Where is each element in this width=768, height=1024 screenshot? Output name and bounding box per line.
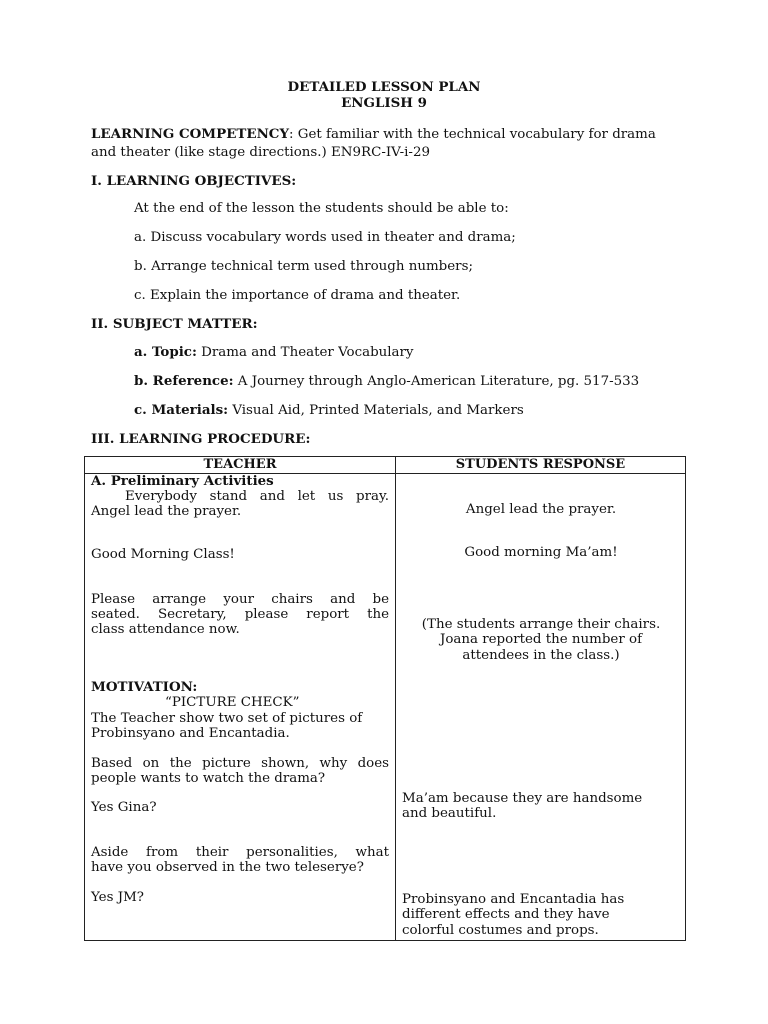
students-arrange-line-1: (The students arrange their chairs. xyxy=(421,617,661,632)
competency-text-2: and theater (like stage directions.) EN9RC-IV-i-29 xyxy=(91,145,430,160)
competency-text-1: : Get familiar with the technical vocabulary for drama xyxy=(289,127,656,142)
document-subject: ENGLISH 9 xyxy=(341,95,427,111)
reference-line xyxy=(134,373,639,390)
students-jm-line-3: colorful costumes and props. xyxy=(402,923,599,938)
teacher-cell xyxy=(85,474,396,941)
objective-item: a. Discuss vocabulary words used in theater and drama; xyxy=(134,230,516,245)
table-body-row xyxy=(85,474,686,941)
competency-line-1 xyxy=(91,126,656,143)
teacher-show-line-2: Probinsyano and Encantadia. xyxy=(91,726,290,741)
objectives-heading: I. LEARNING OBJECTIVES: xyxy=(91,173,297,189)
teacher-pray-line-1: Everybody stand and let us pray. xyxy=(125,489,389,504)
teacher-question-line-1: Based on the picture shown, why does xyxy=(91,756,389,771)
students-gina-line-1: Ma’am because they are handsome xyxy=(402,791,643,806)
table-header-row xyxy=(85,457,686,474)
students-arrange-line-2: Joana reported the number of xyxy=(439,632,643,647)
teacher-greeting: Good Morning Class! xyxy=(91,547,235,562)
teacher-question-line-2: people wants to watch the drama? xyxy=(91,771,326,786)
teacher-call-jm: Yes JM? xyxy=(91,890,144,905)
topic-value: Drama and Theater Vocabulary xyxy=(196,345,414,360)
teacher-arrange-line-3: class attendance now. xyxy=(91,622,240,637)
students-arrange-line-3: attendees in the class.) xyxy=(462,648,620,663)
procedure-heading: III. LEARNING PROCEDURE: xyxy=(91,431,311,447)
students-jm-line-1: Probinsyano and Encantadia has xyxy=(402,892,625,907)
objectives-intro: At the end of the lesson the students should be able to: xyxy=(134,201,509,216)
teacher-call-gina: Yes Gina? xyxy=(91,800,157,815)
teacher-pray-line-2: Angel lead the prayer. xyxy=(91,504,242,519)
students-prayer-response: Angel lead the prayer. xyxy=(465,502,617,517)
teacher-aside-line-1: Aside from their personalities, what xyxy=(91,845,389,860)
students-cell xyxy=(396,474,686,941)
students-gina-line-2: and beautiful. xyxy=(402,806,497,821)
students-column-header: STUDENTS RESPONSE xyxy=(396,457,686,474)
competency-label: LEARNING COMPETENCY xyxy=(91,126,290,142)
topic-label: a. Topic: xyxy=(134,344,197,360)
students-greeting-response: Good morning Ma’am! xyxy=(464,545,618,560)
students-jm-line-2: different effects and they have xyxy=(402,907,610,922)
document-title: DETAILED LESSON PLAN xyxy=(287,79,481,95)
teacher-aside-line-2: have you observed in the two teleserye? xyxy=(91,860,364,875)
teacher-arrange-line-2: seated. Secretary, please report the xyxy=(91,607,389,622)
materials-value: Visual Aid, Printed Materials, and Markers xyxy=(228,403,524,418)
teacher-arrange-line-1: Please arrange your chairs and be xyxy=(91,592,389,607)
preliminary-heading: A. Preliminary Activities xyxy=(91,473,274,489)
subject-matter-heading: II. SUBJECT MATTER: xyxy=(91,316,258,332)
motivation-heading: MOTIVATION: xyxy=(91,679,198,695)
materials-label: c. Materials: xyxy=(134,402,229,418)
teacher-column-header: TEACHER xyxy=(85,457,396,474)
reference-value: A Journey through Anglo-American Literature, pg. 517-533 xyxy=(233,374,640,389)
materials-line xyxy=(134,402,524,419)
topic-line xyxy=(134,344,414,361)
objective-item: c. Explain the importance of drama and theater. xyxy=(134,288,461,303)
picture-check-title: “PICTURE CHECK” xyxy=(165,695,300,710)
procedure-table xyxy=(84,456,686,941)
objective-item: b. Arrange technical term used through numbers; xyxy=(134,259,473,274)
teacher-show-line-1: The Teacher show two set of pictures of xyxy=(91,711,363,726)
reference-label: b. Reference: xyxy=(134,373,234,389)
